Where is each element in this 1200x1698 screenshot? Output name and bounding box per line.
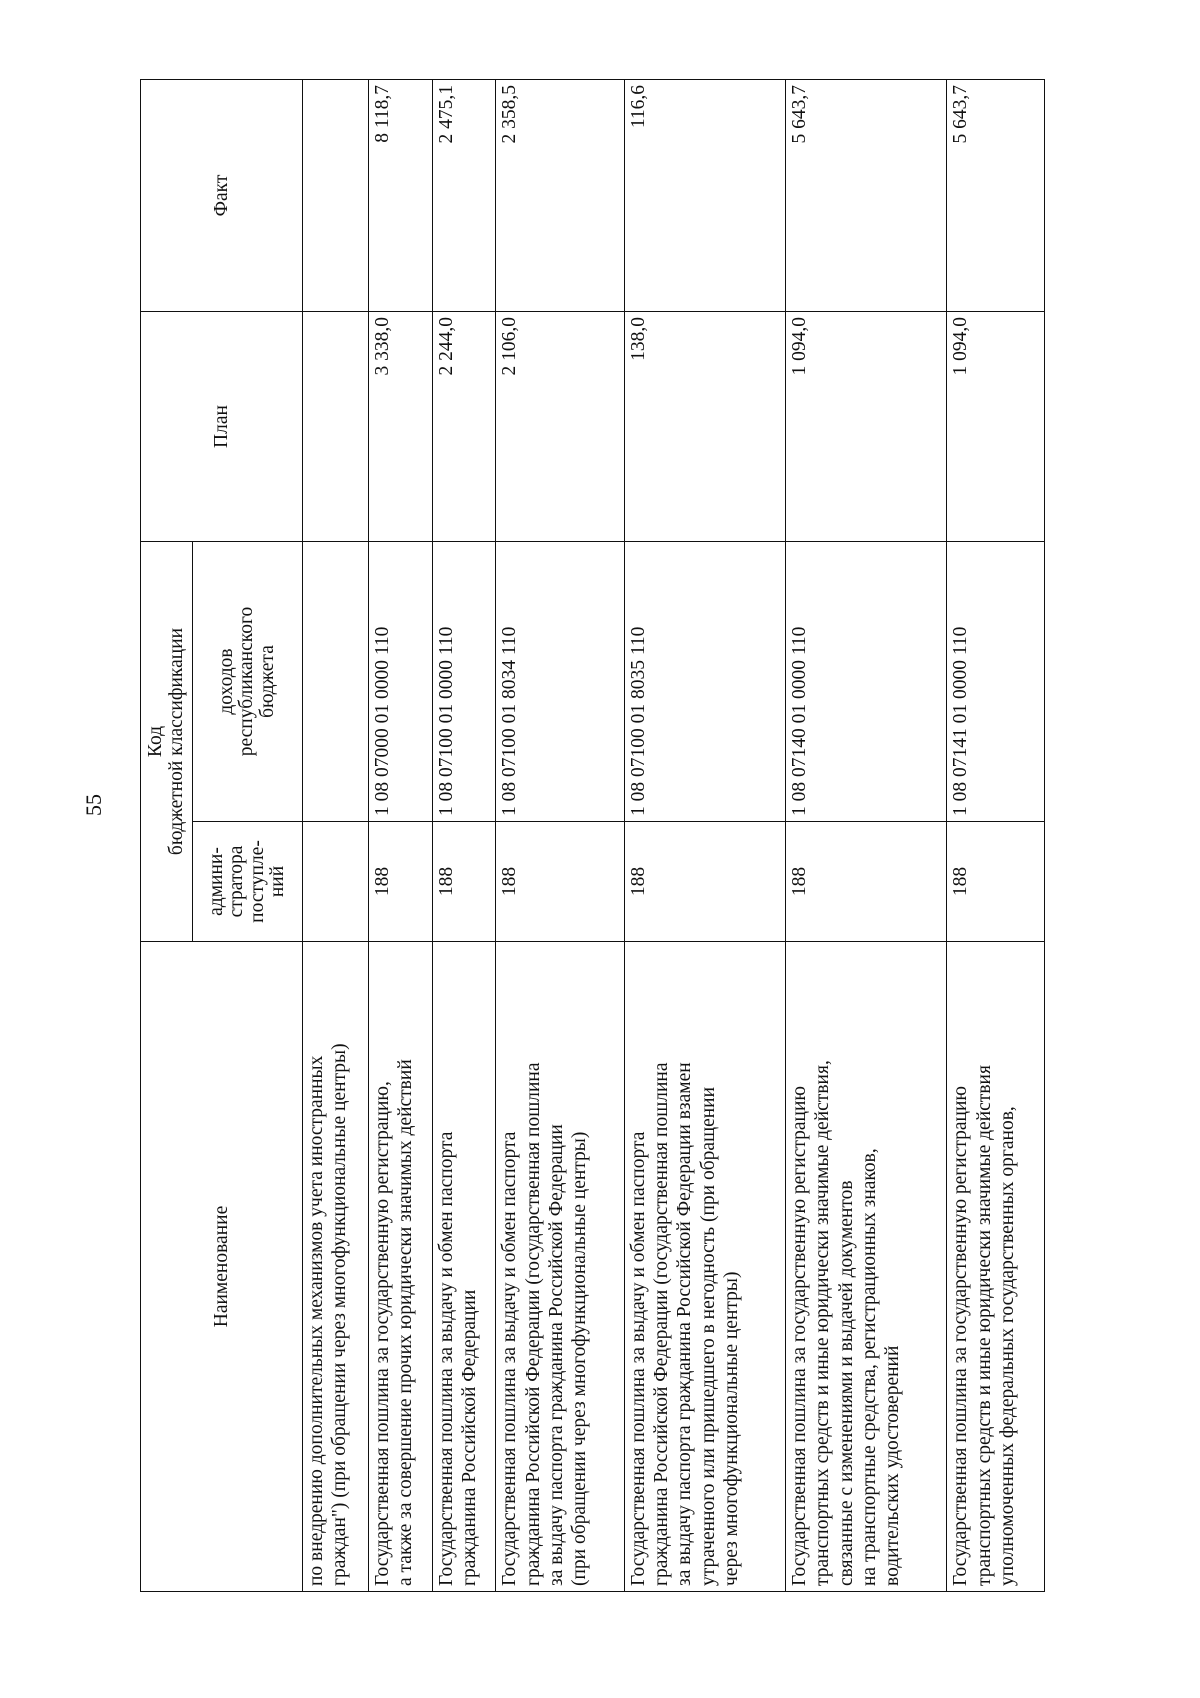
- header-income-line: бюджета: [256, 645, 278, 718]
- row-name-line: Государственная пошлина за выдачу и обмен паспорта: [499, 1131, 521, 1586]
- header-income-line: доходов: [215, 648, 237, 715]
- row-name-line: гражданина Российской Федерации: [458, 1289, 480, 1586]
- row-name-line: через многофункциональные центры): [721, 1271, 743, 1586]
- page-number: 55: [81, 794, 106, 816]
- row-admin: 188: [785, 822, 946, 942]
- row-name-line: (при обращении через многофункциональные центры): [569, 1131, 591, 1586]
- row-name: [368, 942, 432, 1592]
- header-plan: План: [141, 311, 303, 541]
- row-name-line: Государственная пошлина за государственную регистрацию,: [371, 1081, 393, 1586]
- row-code: [303, 541, 369, 821]
- row-code: 1 08 07100 01 8034 110: [496, 541, 624, 821]
- row-admin: 188: [624, 822, 785, 942]
- row-admin: 188: [432, 822, 496, 942]
- row-fact: 5 643,7: [947, 79, 1045, 311]
- row-plan: 1 094,0: [785, 311, 946, 541]
- table-rotation-frame: [140, 80, 1045, 1592]
- header-name: Наименование: [141, 942, 303, 1592]
- row-code: 1 08 07000 01 0000 110: [368, 541, 432, 821]
- row-code: 1 08 07141 01 0000 110: [947, 541, 1045, 821]
- header-fact: Факт: [141, 79, 303, 311]
- row-fact: 8 118,7: [368, 79, 432, 311]
- row-name-line: связанные с изменениями и выдачей документов: [835, 1180, 857, 1586]
- row-name-line: а также за совершение прочих юридически значимых действий: [395, 1059, 417, 1586]
- row-fact: 2 475,1: [432, 79, 496, 311]
- row-name-line: уполномоченных федеральных государственных органов,: [997, 1106, 1018, 1586]
- header-code-line1: Код: [145, 725, 167, 758]
- row-name-line: Государственная пошлина за выдачу и обмен паспорта: [627, 1131, 649, 1586]
- row-plan: 138,0: [624, 311, 785, 541]
- row-name-line: граждан") (при обращении через многофункциональные центры): [329, 1043, 351, 1586]
- header-admin-line: поступле-: [246, 840, 268, 923]
- row-fact: 2 358,5: [496, 79, 624, 311]
- row-name: [496, 942, 624, 1592]
- header-row-top: [141, 79, 193, 1591]
- row-name-line: гражданина Российской Федерации (государственная пошлина: [650, 1062, 672, 1586]
- row-name-line: за выдачу паспорта гражданина Российской Федерации: [545, 1124, 567, 1586]
- header-admin: [193, 822, 303, 942]
- row-name-line: Государственная пошлина за выдачу и обмен паспорта: [435, 1131, 457, 1586]
- row-code: 1 08 07100 01 8035 110: [624, 541, 785, 821]
- row-name: [947, 942, 1045, 1592]
- row-fact: 5 643,7: [785, 79, 946, 311]
- row-plan: 1 094,0: [947, 311, 1045, 541]
- header-code-group: [141, 541, 193, 941]
- row-name-line: за выдачу паспорта гражданина Российской Федерации взамен: [674, 1062, 696, 1586]
- budget-table: [140, 79, 1045, 1592]
- row-plan: 3 338,0: [368, 311, 432, 541]
- header-income: [193, 541, 303, 821]
- table-row: [496, 79, 624, 1591]
- row-code: 1 08 07140 01 0000 110: [785, 541, 946, 821]
- row-name-line: транспортных средств и иные юридически значимые действия: [973, 1065, 995, 1586]
- row-plan: 2 106,0: [496, 311, 624, 541]
- row-name-line: Государственная пошлина за государственную регистрацию: [950, 1086, 972, 1586]
- row-name: [624, 942, 785, 1592]
- table-row: [624, 79, 785, 1591]
- header-admin-line: стратора: [226, 845, 248, 918]
- row-plan: [303, 311, 369, 541]
- row-name-line: гражданина Российской Федерации (государственная пошлина: [522, 1062, 544, 1586]
- table-row: [947, 79, 1045, 1591]
- row-name-line: транспортных средств и иные юридически значимые действия,: [812, 1060, 834, 1586]
- row-admin: [303, 822, 369, 942]
- row-plan: 2 244,0: [432, 311, 496, 541]
- row-name-line: на транспортные средства, регистрационных знаков,: [859, 1148, 881, 1586]
- rotated-table-container: [140, 80, 1045, 1592]
- header-income-line: республиканского: [236, 606, 258, 757]
- row-admin: 188: [368, 822, 432, 942]
- row-name: [432, 942, 496, 1592]
- row-name-line: водительских удостоверений: [882, 1345, 904, 1586]
- table-row: [368, 79, 432, 1591]
- row-name-line: утраченного или пришедшего в негодность (при обращении: [697, 1086, 719, 1586]
- row-fact: [303, 79, 369, 311]
- row-name: [303, 942, 369, 1592]
- table-row: [432, 79, 496, 1591]
- table-row: [303, 79, 369, 1591]
- table-row: [785, 79, 946, 1591]
- row-name: [785, 942, 946, 1592]
- row-admin: 188: [496, 822, 624, 942]
- row-name-line: по внедрению дополнительных механизмов учета иностранных: [306, 1055, 327, 1586]
- row-fact: 116,6: [624, 79, 785, 311]
- header-admin-line: ний: [266, 865, 288, 898]
- row-code: 1 08 07100 01 0000 110: [432, 541, 496, 821]
- header-admin-line: админи-: [205, 847, 227, 916]
- header-code-line2: бюджетной классификации: [165, 627, 187, 856]
- row-name-line: Государственная пошлина за государственную регистрацию: [788, 1086, 810, 1586]
- row-admin: 188: [947, 822, 1045, 942]
